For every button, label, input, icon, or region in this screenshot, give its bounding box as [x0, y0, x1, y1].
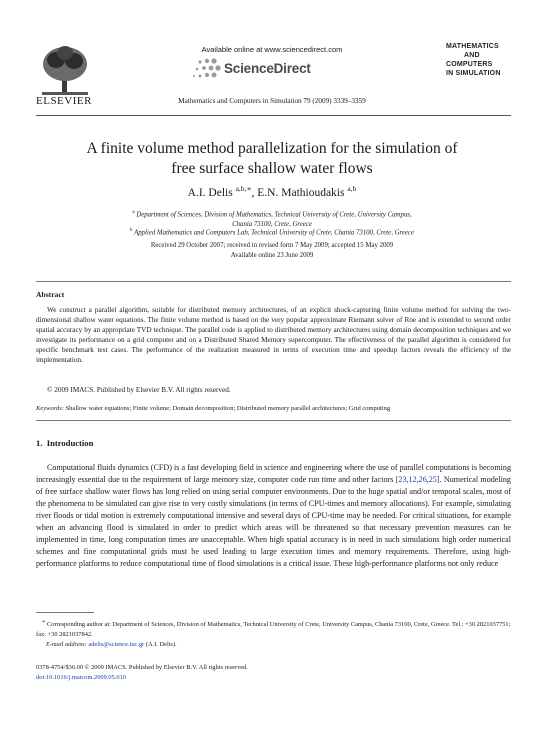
citation-link[interactable]: [23,12,26,25] [395, 475, 440, 485]
affiliation-b [60, 226, 484, 238]
journal-cover-line: AND [464, 52, 480, 59]
title-line: A finite volume method parallelization for the simulation of [86, 140, 458, 157]
abstract-heading: Abstract [36, 290, 65, 299]
abstract-bottom-divider [36, 420, 511, 421]
header-divider [36, 115, 511, 116]
author-name: E.N. Mathioudakis [257, 186, 345, 199]
author-affiliation-marks[interactable]: a,b [347, 184, 357, 193]
section-heading: 1. Introduction [36, 438, 94, 448]
doi-link[interactable]: doi:10.1016/j.matcom.2009.05.010 [36, 674, 126, 681]
journal-cover-logo [446, 42, 526, 102]
keywords-list: Shallow water equations; Finite volume; Domain decomposition; Distributed memory parallel architectures; Grid computing [65, 405, 391, 412]
publisher-wordmark: ELSEVIER [36, 95, 92, 107]
affiliation-text: Chania 73100, Crete, Greece [232, 221, 312, 229]
affiliation-mark: a [132, 210, 135, 215]
email-label: E-mail address: [46, 641, 87, 648]
affiliation-mark: b [130, 228, 133, 233]
available-online-text: Available online at www.sciencedirect.com [201, 45, 343, 54]
keywords [36, 405, 390, 412]
author-separator: , [251, 186, 258, 199]
email-footnote [36, 641, 177, 648]
author-name: A.I. Delis [187, 186, 233, 199]
email-suffix: (A.I. Delis). [144, 641, 177, 648]
paragraph-text: . Numerical modeling of free surface shallow water flows has long relied on using serial computer environments. Due to the huge spatial and/or temporal scales, most of the phenomena to be simulated can give rise to very costly simulations (in terms of CPU-times and memory allocations). For example, simulating river floods or tidal motion is extremely computational intensive and several days of CPU-time may be needed. For critical situations, for example when an advancing flood is simulated in order to predict which areas will be threatened so that necessary prevention measures can be implemented in time, long computation times are unacceptable. When high spatial accuracy is in need in such simulations high order numerical schemes and fine computational grids must be used leading to large execution times and memory requirements. Therefore, using high-performance platforms to reduce computational time of flood simulations is a critical issue. These high-performance platforms not only reduce [36, 475, 511, 569]
journal-cover-line: MATHEMATICS [446, 43, 499, 50]
journal-cover-line: COMPUTERS [446, 61, 493, 68]
footnote-divider [36, 612, 94, 613]
journal-cover-line: IN SIMULATION [446, 70, 501, 77]
sciencedirect-dots-icon [190, 57, 222, 81]
author-affiliation-marks[interactable]: a,b,∗ [235, 184, 252, 193]
introduction-paragraph [36, 462, 511, 570]
email-link[interactable]: adelis@science.tuc.gr [88, 641, 145, 648]
available-online-date: Available online 23 June 2009 [230, 252, 314, 259]
author-list [0, 184, 544, 199]
footnote-mark: ∗ [42, 620, 46, 625]
keywords-label: Keywords: [36, 405, 64, 412]
abstract-copyright: © 2009 IMACS. Published by Elsevier B.V. All rights reserved. [47, 386, 231, 394]
abstract-top-divider [36, 281, 511, 282]
received-dates: Received 29 October 2007; received in revised form 7 May 2009; accepted 15 May 2009 [150, 242, 394, 249]
issn-line: 0378-4754/$36.00 © 2009 IMACS. Published by Elsevier B.V. All rights reserved. [36, 664, 248, 671]
article-history [0, 241, 544, 261]
paragraph-text: Computational fluids dynamics (CFD) is a fast developing field in science and engineering where the use of parallel computations is becoming increasingly essential due to the requirement of large memory size, computer code run time and other factors [36, 463, 511, 485]
title-line: free surface shallow water flows [171, 160, 373, 177]
journal-citation: Mathematics and Computers in Simulation 79 (2009) 3339–3359 [178, 97, 366, 105]
article-title [50, 139, 494, 179]
corresponding-author-footnote [36, 618, 511, 639]
sciencedirect-logo-text: ScienceDirect [224, 61, 311, 76]
sciencedirect-logo[interactable] [190, 55, 340, 83]
footnote-text: Corresponding author at: Department of Sciences, Division of Mathematics, Technical University of Crete, University Campus, Chania 73100, Crete, Greece. Tel.: +30 2821037751; fax: +30 2821037842. [36, 621, 511, 638]
affiliation-text: Applied Mathematics and Computers Lab, Technical University of Crete, Chania 73100, Crete, Greece [134, 229, 414, 237]
abstract-body: We construct a parallel algorithm, suitable for distributed memory architectures, of an explicit shock-capturing finite volume method for solving the two-dimensional shallow water equations. The finite volume method is based on the very popular approximate Riemann solver of Roe and is extended to second order spatial accuracy by an appropriate TVD technique. The parallel code is applied to distributed memory architectures using domain decomposition techniques and we investigate its performance on a grid computer and on a Distributed Shared Memory supercomputer. The effectiveness of the parallel algorithm is considered for specific benchmark test cases. The performance of the realization measured in terms of execution time and speedup factors reveals the efficiency of the implementation. [36, 306, 511, 365]
affiliation-text: Department of Sciences, Division of Mathematics, Technical University of Crete, University Campus, [136, 211, 412, 219]
